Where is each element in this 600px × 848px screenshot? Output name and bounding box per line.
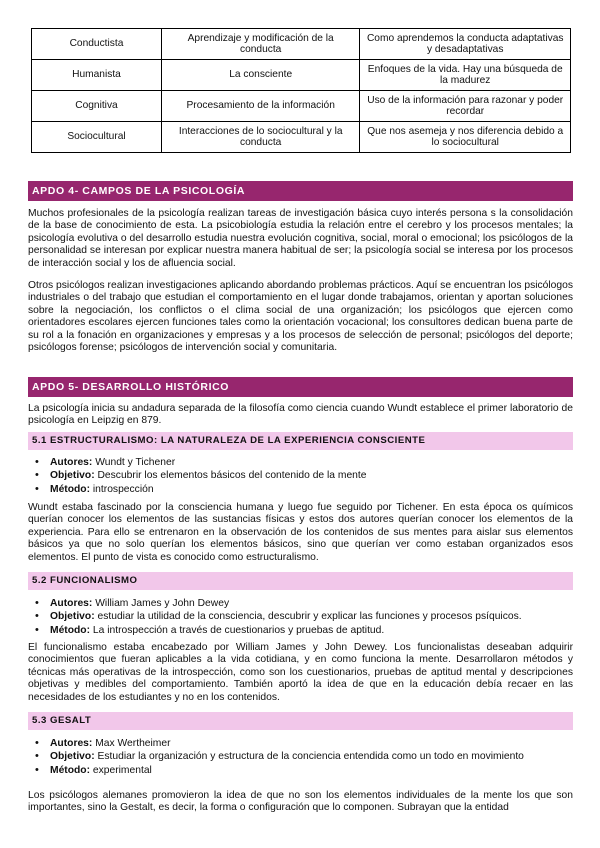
bullet-label: Objetivo: [50, 470, 95, 482]
bullet-text: William James y John Dewey [92, 598, 230, 609]
bullet-label: Método: [50, 764, 91, 776]
bullet-list-5-2 [28, 597, 573, 637]
bullet-text: estudiar la utilidad de la consciencia, descubrir y explicar las funciones y procesos psíquicos. [94, 611, 522, 623]
list-item [28, 483, 573, 496]
apdo4-paragraph-1: Muchos profesionales de la psicología realizan tareas de investigación básica cuyo interés persona s la consolidación de la base de conocimiento de esta. La psicobiología estudia la relación entre el cerebro y los procesos mentales; la psicología evolutiva o del desarrollo estudia nuestra evolución cognitiva, social, moral o emocional; los psicólogos de la personalidad se interesan por explicar nuestra manera habitual de ser; la psicología social se interesa por los procesos de interacción social y los de afluencia social. [28, 208, 573, 269]
apdo5-intro: La psicología inicia su andadura separada de la filosofía como ciencia cuando Wundt establece el primer laboratorio de psicología en Leipzig en 879. [28, 403, 573, 427]
table-cell-object: Interacciones de lo sociocultural y la conducta [161, 122, 359, 153]
table-row [32, 91, 571, 122]
list-item [28, 469, 573, 482]
table-cell-interest: Que nos asemeja y nos diferencia debido a lo sociocultural [360, 122, 571, 153]
subsection-header-5-3: 5.3 GESALT [28, 712, 573, 730]
bullet-label: Método: [50, 624, 91, 636]
subsection-header-5-2: 5.2 FUNCIONALISMO [28, 572, 573, 590]
apdo4-paragraph-2: Otros psicólogos realizan investigaciones aplicando abordando problemas prácticos. Aquí se encuentran los psicólogos industriales o del trabajo que estudian el comportamiento en el lugar donde trabajamos, orientan y aportan soluciones sobre la negociación, los conflictos o el clima social de una organización; los psicólogos que ejercen como orientadores escolares ejercen funciones tales como la orientación vocacional; los consultores dedican buena parte de su rol a la fonación en organizaciones y empresas y a los procesos de selección de personal; psicólogos del deporte; psicólogos forense; psicólogos de intervención social y comunitaria. [28, 280, 573, 354]
table-cell-interest: Uso de la información para razonar y poder recordar [360, 91, 571, 122]
bullet-label: Autores: [50, 457, 93, 468]
bullet-text: introspección [90, 483, 154, 495]
table-cell-interest: Enfoques de la vida. Hay una búsqueda de la madurez [360, 60, 571, 91]
bullet-text: La introspección a través de cuestionarios y pruebas de aptitud. [90, 624, 385, 636]
bullet-text: Max Wertheimer [92, 738, 171, 749]
bullet-text: Descubrir los elementos básicos del contenido de la mente [94, 470, 367, 482]
table-row [32, 122, 571, 153]
table-cell-interest: Como aprendemos la conducta adaptativas y desadaptativas [360, 29, 571, 60]
bullet-label: Autores: [50, 598, 93, 609]
list-item [28, 597, 573, 610]
table-row [32, 60, 571, 91]
bullet-label: Objetivo: [50, 751, 95, 763]
s51-paragraph: Wundt estaba fascinado por la consciencia humana y luego fue seguido por Tichener. En esta época os químicos querían conocer los elementos de las sustancias físicas y estos dos autores querían conocer los elementos de la experiencia. Para ello se entrenaron en la observación de los contenidos de sus mentes para aislar sus elementos básicos ya que no solo querían los elementos básicos, sino que querían ver como estaban organizados esos elementos. El punto de vista es conocido como estructuralismo. [28, 502, 573, 563]
s52-paragraph: El funcionalismo estaba encabezado por William James y John Dewey. Los funcionalistas deseaban adquirir conocimientos que fueran aplicables a la vida cotidiana, y en como funciona la mente. Desarrollaron métodos y técnicas más operativas de la introspección, como son los cuestionarios, pruebas de aptitud mental y descripciones objetivas y medibles del comportamiento. También aportó la idea de que en la educación debía recaer en las necesidades de los estudiantes y no en los contenidos. [28, 642, 573, 703]
bullet-list-5-3 [28, 737, 573, 777]
table-cell-object: La consciente [161, 60, 359, 91]
bullet-label: Autores: [50, 738, 93, 749]
schools-table [31, 28, 571, 153]
table-cell-object: Aprendizaje y modificación de la conducta [161, 29, 359, 60]
table-cell-school: Humanista [32, 60, 162, 91]
list-item [28, 764, 573, 777]
table-cell-school: Cognitiva [32, 91, 162, 122]
table-cell-school: Sociocultural [32, 122, 162, 153]
list-item [28, 610, 573, 623]
subsection-header-5-1: 5.1 ESTRUCTURALISMO: LA NATURALEZA DE LA EXPERIENCIA CONSCIENTE [28, 432, 573, 450]
list-item [28, 737, 573, 750]
table-cell-school: Conductista [32, 29, 162, 60]
bullet-text: experimental [90, 764, 152, 776]
section-header-apdo5: APDO 5- DESARROLLO HISTÓRICO [28, 377, 573, 397]
list-item [28, 750, 573, 763]
list-item [28, 624, 573, 637]
bullet-label: Método: [50, 483, 91, 495]
bullet-text: Estudiar la organización y estructura de la conciencia entendida como un todo en movimiento [94, 751, 524, 763]
list-item [28, 456, 573, 469]
section-header-apdo4: APDO 4- CAMPOS DE LA PSICOLOGÍA [28, 181, 573, 201]
bullet-list-5-1 [28, 456, 573, 496]
table-cell-object: Procesamiento de la información [161, 91, 359, 122]
bullet-label: Objetivo: [50, 611, 95, 623]
bullet-text: Wundt y Tichener [92, 457, 176, 468]
table-row [32, 29, 571, 60]
s53-paragraph: Los psicólogos alemanes promovieron la idea de que no son los elementos individuales de la mente los que son importantes, sino la Gestalt, es decir, la forma o configuración que lo componen. Subrayan que la entidad [28, 790, 573, 814]
